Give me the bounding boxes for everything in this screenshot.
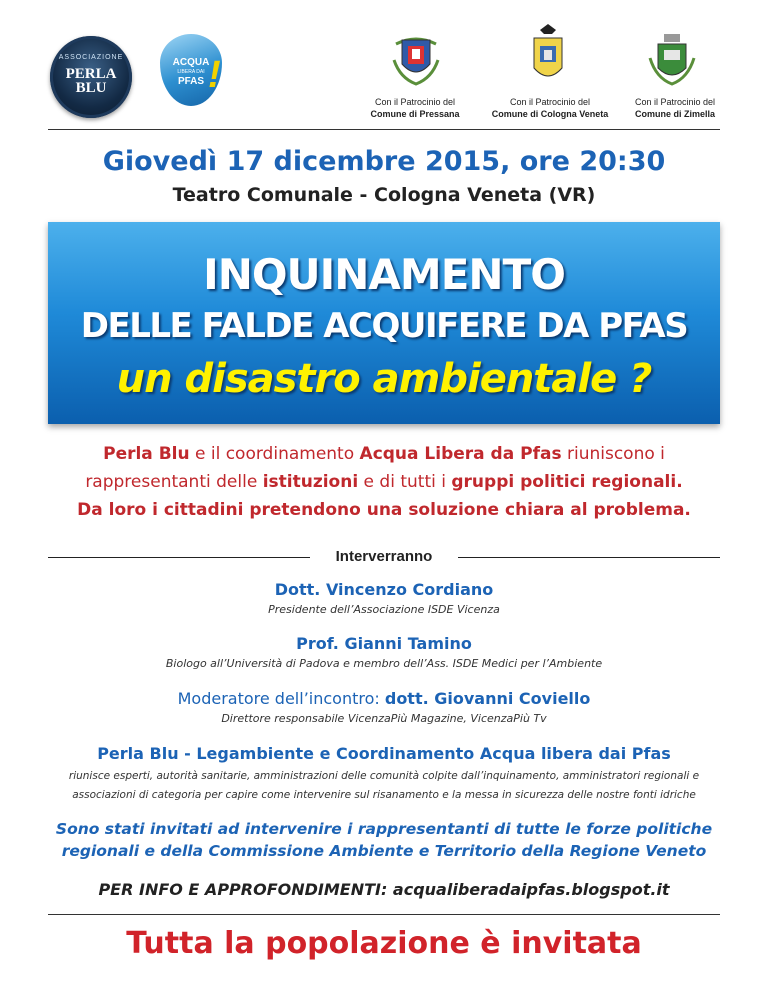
cologna-veneta-crest-icon [518, 24, 578, 90]
perla-blu-logo [50, 36, 132, 118]
patronage-prefix: Con il Patrocinio del [634, 97, 716, 107]
zimella-crest-icon [642, 30, 702, 88]
acqua-logo-line1: ACQUA [172, 57, 210, 68]
patronage-name: Comune di Pressana [370, 109, 460, 119]
perla-logo-top-text: ASSOCIAZIONE [58, 54, 124, 61]
patronage-prefix: Con il Patrocinio del [509, 97, 591, 107]
moderator-name: dott. Giovanni Coviello [384, 689, 591, 708]
event-venue: Teatro Comunale - Cologna Veneta (VR) [172, 184, 596, 206]
acqua-libera-logo [160, 34, 222, 106]
intro-line3: Da loro i cittadini pretendono una soluzione chiara al problema. [77, 500, 691, 520]
patronage-cologna [489, 96, 611, 120]
invited-line1: Sono stati invitati ad intervenire i rappresentanti di tutte le forze politiche [55, 820, 713, 838]
invitation-footer: Tutta la popolazione è invitata [126, 926, 642, 961]
organizers-desc-line1: riunisce esperti, autorità sanitarie, amministrazioni delle comunità colpite dall’inquinamento, amministratori regionali e [68, 770, 700, 782]
speaker-name: Prof. Gianni Tamino [296, 634, 472, 653]
patronage-name: Comune di Cologna Veneta [491, 109, 609, 119]
intro-text-part: e di tutti i [358, 472, 452, 492]
perla-logo-main-text: PERLA BLU [65, 66, 117, 96]
acqua-logo-line2: LIBERA DAI [177, 69, 205, 75]
section-title: Interverranno [335, 548, 433, 565]
patronage-pressana [360, 96, 470, 120]
intro-text [0, 440, 768, 524]
patronage-name: Comune di Zimella [634, 109, 715, 119]
patronage-prefix: Con il Patrocinio del [374, 97, 456, 107]
intro-istituzioni: istituzioni [262, 472, 359, 492]
footer-divider [48, 914, 720, 915]
banner-line2: DELLE FALDE ACQUIFERE DA PFAS [80, 306, 688, 346]
patronage-zimella [620, 96, 730, 120]
moderator-role: Direttore responsabile VicenzaPiù Magazine, VicenzaPiù Tv [221, 712, 547, 725]
pressana-crest-icon [386, 30, 446, 88]
banner-line1: INQUINAMENTO [203, 250, 565, 299]
intro-line1 [0, 440, 768, 468]
speaker-role: Presidente dell’Associazione ISDE Vicenza [268, 603, 500, 616]
speaker-role: Biologo all’Università di Padova e membro dell’Ass. ISDE Medici per l’Ambiente [165, 657, 603, 670]
intro-acqua-libera: Acqua Libera da Pfas [359, 444, 562, 464]
moderator-label: Moderatore dell’incontro: [177, 689, 385, 708]
speaker-name: Dott. Vincenzo Cordiano [274, 580, 494, 599]
event-date: Giovedì 17 dicembre 2015, ore 20:30 [102, 146, 666, 177]
intro-text-part: riuniscono i [561, 444, 665, 464]
intro-gruppi-politici: gruppi politici regionali. [451, 472, 683, 492]
info-line: PER INFO E APPROFONDIMENTI: acqualiberadaipfas.blogspot.it [98, 880, 670, 899]
moderator [0, 689, 768, 708]
organizers-title: Perla Blu - Legambiente e Coordinamento Acqua libera dai Pfas [97, 744, 671, 763]
intro-text-part: e il coordinamento [189, 444, 360, 464]
speakers-section-header [48, 548, 720, 568]
intro-text-part: rappresentanti delle [85, 472, 263, 492]
exclamation-mark: ! [208, 54, 221, 96]
banner-line3: un disastro ambientale ? [116, 356, 652, 402]
organizers-desc-line2: associazioni di categoria per capire come intervenire sul risanamento e la messa in sicurezza delle nostre fonti idriche [72, 789, 696, 801]
acqua-logo-line3: PFAS [177, 76, 205, 87]
intro-line2 [0, 468, 768, 496]
header-divider [48, 129, 720, 130]
divider-right [458, 557, 720, 558]
invited-line2: regionali e della Commissione Ambiente e Territorio della Regione Veneto [61, 842, 707, 860]
intro-perla-blu: Perla Blu [103, 444, 190, 464]
